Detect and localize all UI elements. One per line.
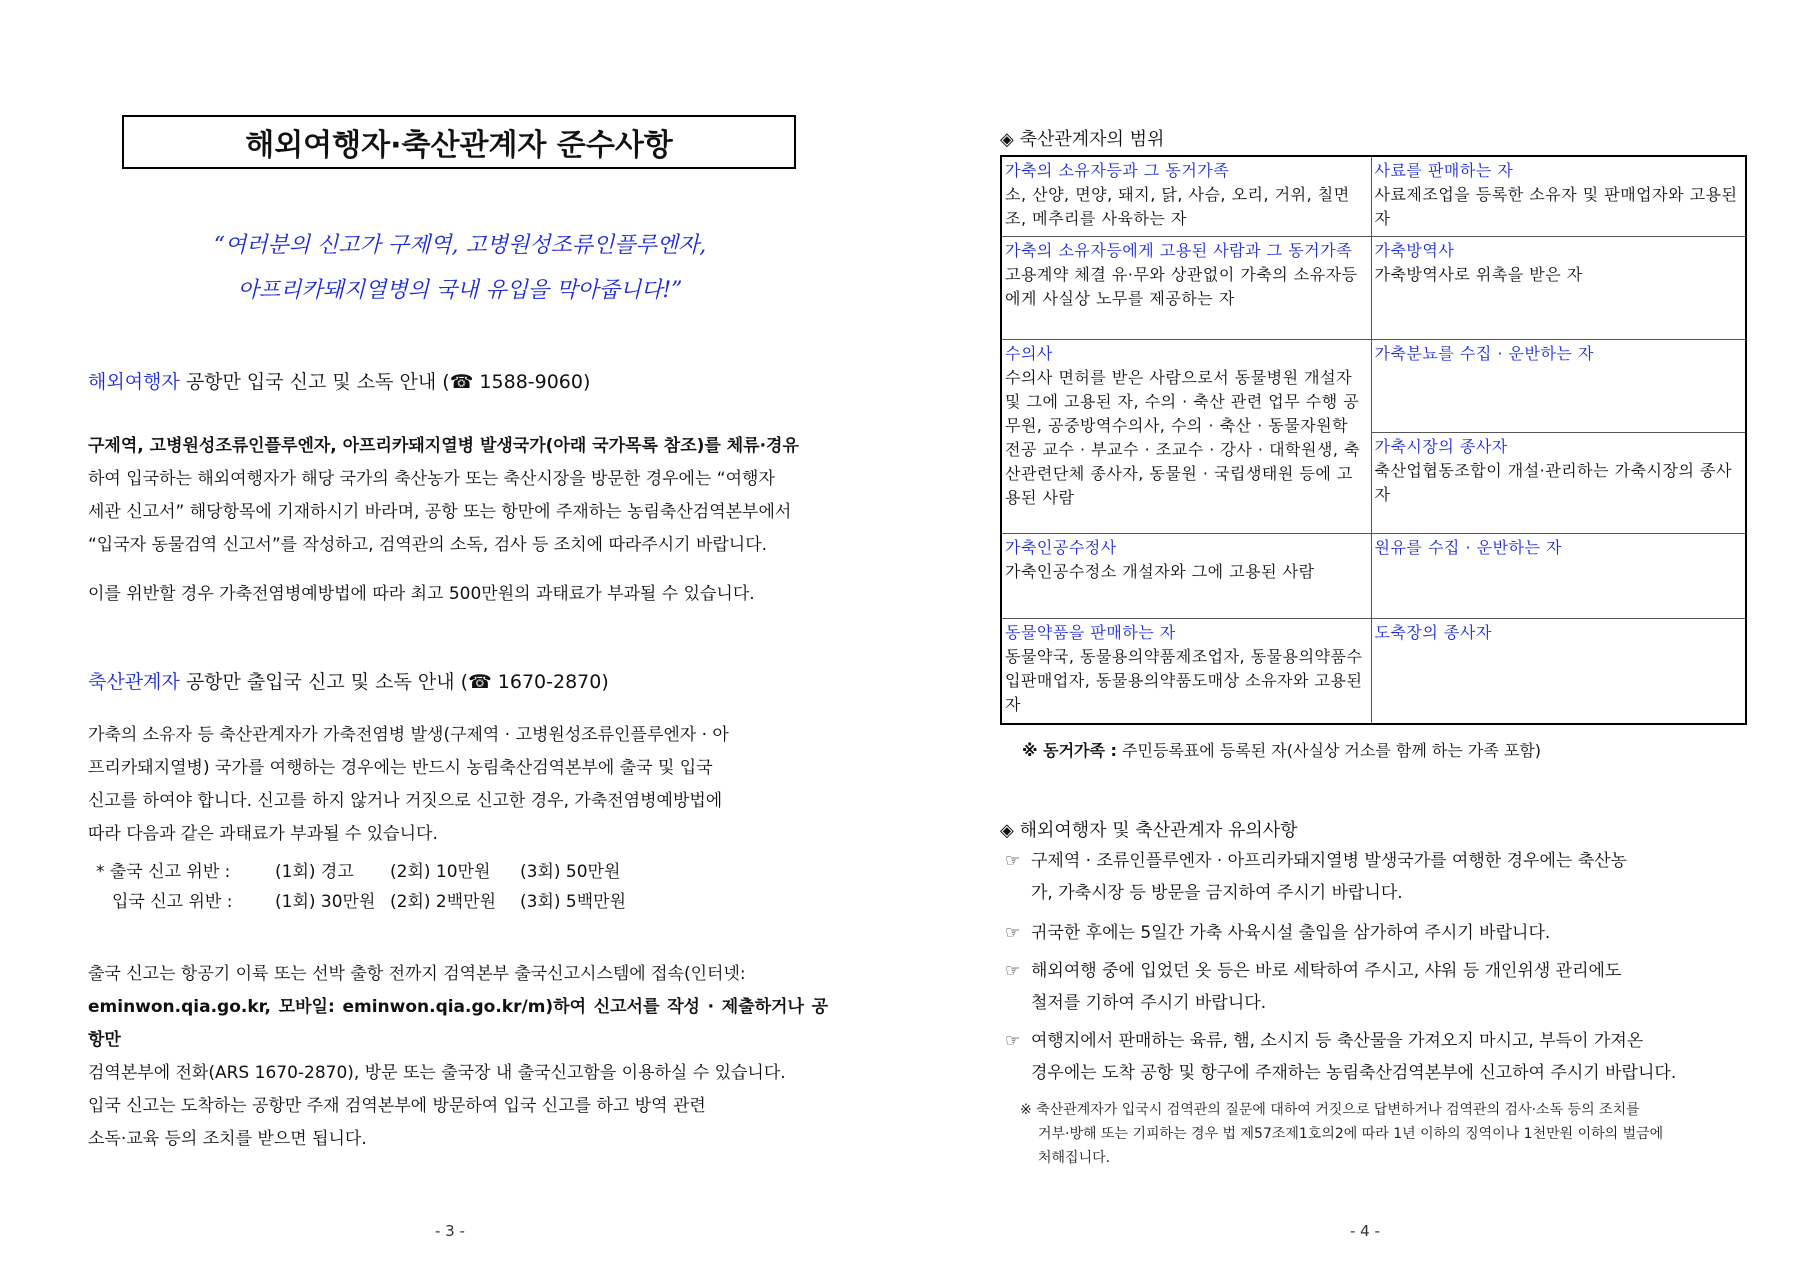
pointing-hand-icon: ☞ — [1005, 923, 1021, 943]
departure-report-line: 검역본부에 전화(ARS 1670-2870), 방문 또는 출국장 내 출국신고함을 이용하실 수 있습니다. — [88, 1063, 786, 1083]
cell-title: 동물약품을 판매하는 자 — [1005, 623, 1176, 642]
traveler-section-heading — [88, 367, 590, 394]
arrival-report-paragraph — [88, 1090, 828, 1156]
table-row — [1001, 156, 1746, 237]
traveler-paragraph — [88, 430, 828, 562]
cell-body: 사료제조업을 등록한 소유자 및 판매업자와 고용된 자 — [1374, 185, 1738, 228]
cell-title: 도축장의 종사자 — [1374, 623, 1492, 642]
right-page — [910, 0, 1820, 1287]
cell-title: 사료를 판매하는 자 — [1374, 161, 1514, 180]
table-cell — [1371, 534, 1746, 619]
caution-text: 여행지에서 판매하는 육류, 햄, 소시지 등 축산물을 가져오지 마시고, 부득이 가져온 — [1031, 1031, 1644, 1051]
departure-fine-3: (3회) 50만원 — [520, 862, 621, 882]
page-number-right: - 4 - — [1350, 1222, 1380, 1240]
livestock-heading-label: 축산관계자 — [88, 671, 180, 693]
cell-body: 가축인공수정소 개설자와 그에 고용된 사람 — [1005, 562, 1315, 581]
table-cell — [1371, 237, 1746, 340]
caution-text: 가, 가축시장 등 방문을 금지하여 주시기 바랍니다. — [1031, 883, 1403, 903]
caution-heading: ◈ 해외여행자 및 축산관계자 유의사항 — [1000, 820, 1298, 841]
penalty-note-line: 거부·방해 또는 기피하는 경우 법 제57조제1호의2에 따라 1년 이하의 징역이나 1천만원 이하의 벌금에 — [1038, 1126, 1664, 1142]
cell-body: 가축방역사로 위촉을 받은 자 — [1374, 265, 1583, 284]
traveler-paragraph-line: 세관 신고서” 해당항목에 기재하시기 바라며, 공항 또는 항만에 주재하는 농림축산검역본부에서 — [88, 502, 792, 522]
arrival-fine-3: (3회) 5백만원 — [520, 892, 626, 912]
livestock-paragraph-line: 프리카돼지열병) 국가를 여행하는 경우에는 반드시 농림축산검역본부에 출국 및 입국 — [88, 758, 713, 778]
pointing-hand-icon: ☞ — [1005, 961, 1021, 981]
arrival-violation-label: 입국 신고 위반 : — [112, 892, 233, 912]
departure-fine-2: (2회) 10만원 — [390, 862, 491, 882]
table-cell — [1371, 340, 1746, 433]
page-title — [122, 115, 796, 169]
penalty-note-line: ※ 축산관계자가 입국시 검역관의 질문에 대하여 거짓으로 답변하거나 검역관의 검사·소독 등의 조치를 — [1020, 1102, 1640, 1118]
traveler-heading-label: 해외여행자 — [88, 371, 180, 393]
table-row — [1001, 237, 1746, 340]
table-cell — [1001, 534, 1371, 619]
caution-text: 해외여행 중에 입었던 옷 등은 바로 세탁하여 주시고, 샤워 등 개인위생 관리에도 — [1031, 961, 1622, 981]
livestock-section-heading — [88, 667, 609, 694]
slogan-line-2: 아프리카돼지열병의 국내 유입을 막아줍니다!” — [237, 278, 683, 303]
table-cell — [1001, 237, 1371, 340]
departure-violation-label: * 출국 신고 위반 : — [96, 862, 231, 882]
cell-title: 가축인공수정사 — [1005, 538, 1117, 557]
caution-item — [1005, 1025, 1765, 1089]
page-title-text: 해외여행자·축산관계자 준수사항 — [245, 128, 673, 163]
pointing-hand-icon: ☞ — [1005, 851, 1021, 871]
cell-title: 가축의 소유자등과 그 동거가족 — [1005, 161, 1230, 180]
slogan-line-1: “여러분의 신고가 구제역, 고병원성조류인플루엔자, — [213, 233, 707, 258]
table-cell — [1371, 156, 1746, 237]
scope-heading: ◈ 축산관계자의 범위 — [1000, 129, 1165, 150]
departure-report-line: 출국 신고는 항공기 이륙 또는 선박 출항 전까지 검역본부 출국신고시스템에 접속(인터넷: — [88, 964, 746, 984]
arrival-report-line: 입국 신고는 도착하는 공항만 주재 검역본부에 방문하여 입국 신고를 하고 방역 관련 — [88, 1096, 706, 1116]
caution-text: 구제역 · 조류인플루엔자 · 아프리카돼지열병 발생국가를 여행한 경우에는 축산농 — [1031, 851, 1627, 871]
table-cell — [1371, 619, 1746, 725]
table-cell — [1001, 619, 1371, 725]
livestock-paragraph — [88, 719, 828, 851]
caution-item — [1005, 917, 1765, 949]
cell-title: 가축분뇨를 수집 · 운반하는 자 — [1374, 344, 1594, 363]
traveler-heading-rest: 공항만 입국 신고 및 소독 안내 (☎ 1588-9060) — [179, 371, 591, 393]
caution-text: 경우에는 도착 공항 및 항구에 주재하는 농림축산검역본부에 신고하여 주시기 바랍니다. — [1031, 1063, 1677, 1083]
traveler-paragraph-line: 구제역, 고병원성조류인플루엔자, 아프리카돼지열병 발생국가(아래 국가목록 참조)를 체류·경유 — [88, 436, 799, 456]
cell-body: 축산업협동조합이 개설·관리하는 가축시장의 종사자 — [1374, 461, 1732, 504]
cell-title: 가축의 소유자등에게 고용된 사람과 그 동거가족 — [1005, 241, 1353, 260]
pointing-hand-icon: ☞ — [1005, 1031, 1021, 1051]
departure-report-line: eminwon.qia.go.kr, 모바일: eminwon.qia.go.kr/m)하여 신고서를 작성 · 제출하거나 공항만 — [88, 997, 828, 1050]
note-text: 주민등록표에 등록된 자(사실상 거소를 함께 하는 가족 포함) — [1116, 741, 1542, 760]
cell-title: 수의사 — [1005, 344, 1053, 363]
arrival-report-line: 소독·교육 등의 조치를 받으면 됩니다. — [88, 1129, 367, 1149]
cell-title: 원유를 수집 · 운반하는 자 — [1374, 538, 1562, 557]
livestock-heading-rest: 공항만 출입국 신고 및 소독 안내 (☎ 1670-2870) — [179, 671, 609, 693]
table-row — [1001, 619, 1746, 725]
note-label: ※ 동거가족 : — [1022, 741, 1117, 760]
cell-title: 가축방역사 — [1374, 241, 1455, 260]
penalty-note — [1020, 1098, 1765, 1170]
livestock-paragraph-line: 따라 다음과 같은 과태료가 부과될 수 있습니다. — [88, 824, 438, 844]
arrival-fine-2: (2회) 2백만원 — [390, 892, 496, 912]
penalty-note-line: 처해집니다. — [1038, 1150, 1111, 1166]
table-cell — [1371, 433, 1746, 534]
cell-body: 고용계약 체결 유·무와 상관없이 가축의 소유자등에게 사실상 노무를 제공하는 자 — [1005, 265, 1358, 308]
table-cell — [1001, 156, 1371, 237]
cohabiting-family-note — [1022, 738, 1541, 761]
arrival-fine-1: (1회) 30만원 — [275, 892, 376, 912]
table-row — [1001, 340, 1746, 433]
traveler-paragraph-line: “입국자 동물검역 신고서”를 작성하고, 검역관의 소독, 검사 등 조치에 따라주시기 바랍니다. — [88, 535, 768, 555]
page-number-left: - 3 - — [435, 1222, 465, 1240]
cell-body: 소, 산양, 면양, 돼지, 닭, 사슴, 오리, 거위, 칠면조, 메추리를 사육하는 자 — [1005, 185, 1350, 228]
livestock-paragraph-line: 신고를 하여야 합니다. 신고를 하지 않거나 거짓으로 신고한 경우, 가축전염병예방법에 — [88, 791, 723, 811]
cell-title: 가축시장의 종사자 — [1374, 437, 1508, 456]
departure-report-paragraph — [88, 958, 828, 1090]
departure-fine-1: (1회) 경고 — [275, 862, 354, 882]
table-cell — [1001, 340, 1371, 534]
traveler-penalty-paragraph: 이를 위반할 경우 가축전염병예방법에 따라 최고 500만원의 과태료가 부과될 수 있습니다. — [88, 584, 755, 604]
caution-text: 철저를 기하여 주시기 바랍니다. — [1031, 993, 1267, 1013]
caution-item — [1005, 845, 1765, 909]
livestock-paragraph-line: 가축의 소유자 등 축산관계자가 가축전염병 발생(구제역 · 고병원성조류인플루엔자 · 아 — [88, 725, 729, 745]
cell-body: 수의사 면허를 받은 사람으로서 동물병원 개설자 및 그에 고용된 자, 수의 · 축산 관련 업무 수행 공무원, 공중방역수의사, 수의 · 축산 · 동물자원학 전공 교수 · 부교수 · 조교수 · 강사 · 대학원생, 축산관련단체 종사자, 동물원 · 국립생태원 등에 고용된 사람 — [1005, 368, 1361, 507]
caution-text: 귀국한 후에는 5일간 가축 사육시설 출입을 삼가하여 주시기 바랍니다. — [1031, 923, 1551, 943]
cell-body: 동물약국, 동물용의약품제조업자, 동물용의약품수입판매업자, 동물용의약품도매상 소유자와 고용된 자 — [1005, 647, 1363, 714]
table-row — [1001, 534, 1746, 619]
caution-item — [1005, 955, 1765, 1019]
traveler-paragraph-line: 하여 입국하는 해외여행자가 해당 국가의 축산농가 또는 축산시장을 방문한 경우에는 “여행자 — [88, 469, 775, 489]
livestock-scope-table — [1000, 155, 1747, 725]
